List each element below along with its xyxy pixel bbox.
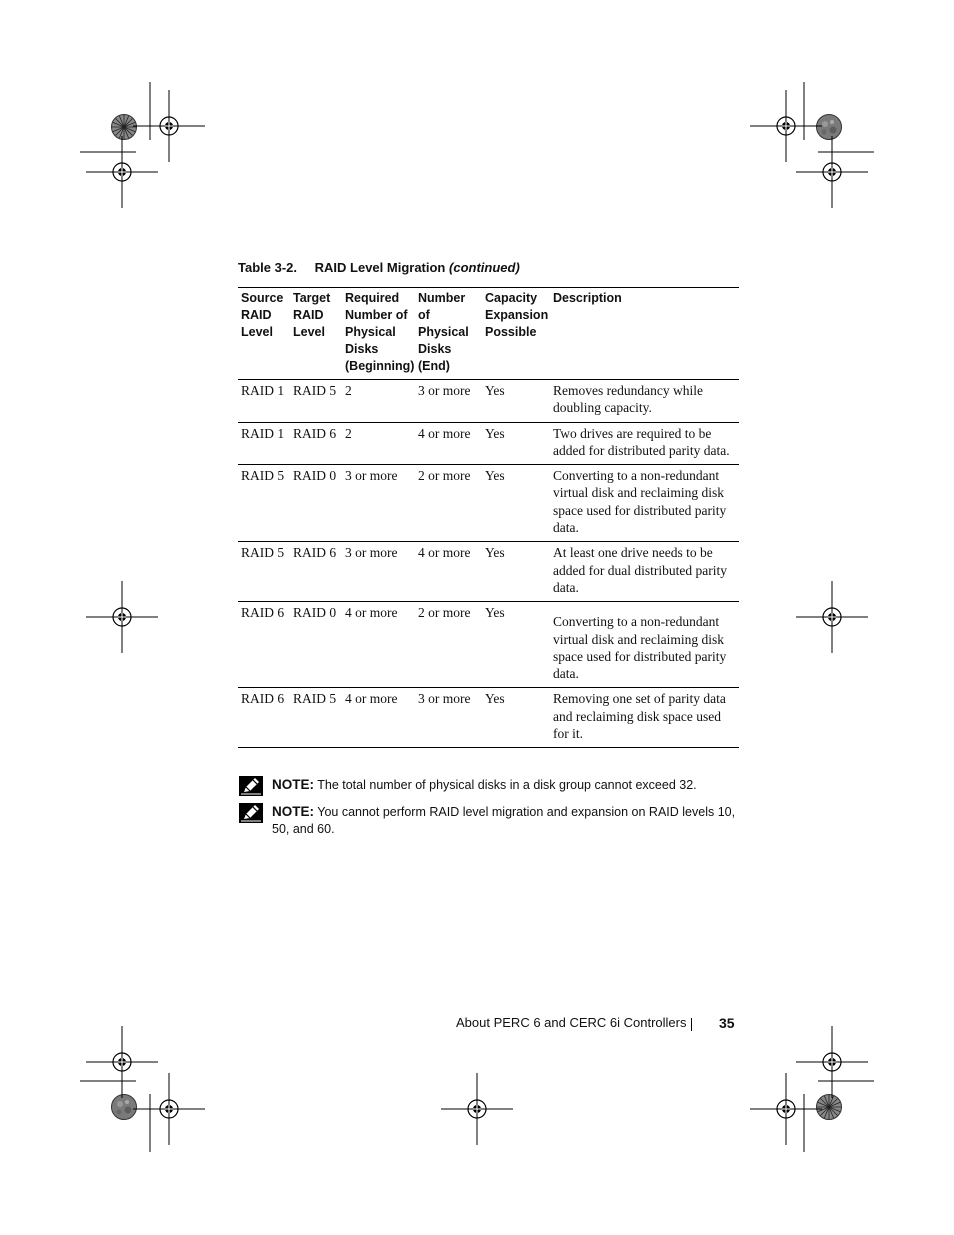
cell-disks-end: 2 or more (415, 602, 482, 688)
header-capacity-expansion: Capacity Expansion Possible (482, 288, 550, 380)
header-disks-end: Number of Physical Disks (End) (415, 288, 482, 380)
table-row (238, 422, 739, 465)
cell-description: Converting to a non-redundant virtual disk and reclaiming disk space used for distributed parity data. (550, 465, 739, 542)
table-row (238, 380, 739, 423)
table-row (238, 688, 739, 748)
note-pencil-icon (239, 803, 263, 828)
cell-required-disks: 4 or more (342, 602, 415, 688)
note-max-disks (238, 776, 738, 794)
table-number: Table 3-2. (238, 260, 298, 275)
cell-target: RAID 5 (290, 688, 342, 748)
cell-source: RAID 5 (238, 542, 290, 602)
cell-required-disks: 2 (342, 380, 415, 423)
cell-disks-end: 3 or more (415, 380, 482, 423)
table-row (238, 542, 739, 602)
cell-disks-end: 4 or more (415, 542, 482, 602)
note-pencil-icon (239, 776, 263, 801)
table-caption (238, 260, 520, 275)
cell-target: RAID 6 (290, 422, 342, 465)
footer-chapter-title: About PERC 6 and CERC 6i Controllers (456, 1015, 687, 1030)
header-required-disks-beginning: Required Number of Physical Disks (Beginning) (342, 288, 415, 380)
cell-required-disks: 3 or more (342, 465, 415, 542)
header-target-raid-level: Target RAID Level (290, 288, 342, 380)
cell-description: Converting to a non-redundant virtual disk and reclaiming disk space used for distributed parity data. (550, 602, 739, 688)
cell-source: RAID 1 (238, 422, 290, 465)
cell-source: RAID 6 (238, 602, 290, 688)
note-label: NOTE: (272, 804, 314, 819)
cell-capacity: Yes (482, 602, 550, 688)
note-text: The total number of physical disks in a disk group cannot exceed 32. (317, 778, 697, 792)
cell-description: At least one drive needs to be added for dual distributed parity data. (550, 542, 739, 602)
cell-description: Removing one set of parity data and reclaiming disk space used for it. (550, 688, 739, 748)
cell-required-disks: 3 or more (342, 542, 415, 602)
header-description: Description (550, 288, 739, 380)
note-label: NOTE: (272, 777, 314, 792)
table-header-row (238, 288, 739, 380)
raid-migration-table (238, 287, 739, 748)
cell-required-disks: 2 (342, 422, 415, 465)
cell-disks-end: 3 or more (415, 688, 482, 748)
cell-target: RAID 0 (290, 465, 342, 542)
cell-source: RAID 6 (238, 688, 290, 748)
cell-description: Removes redundancy while doubling capacity. (550, 380, 739, 423)
header-source-raid-level: Source RAID Level (238, 288, 290, 380)
table-continued: (continued) (449, 260, 520, 275)
cell-required-disks: 4 or more (342, 688, 415, 748)
cell-source: RAID 5 (238, 465, 290, 542)
footer-separator (691, 1018, 692, 1031)
cell-target: RAID 5 (290, 380, 342, 423)
cell-capacity: Yes (482, 542, 550, 602)
cell-disks-end: 4 or more (415, 422, 482, 465)
cell-target: RAID 0 (290, 602, 342, 688)
note-text: You cannot perform RAID level migration and expansion on RAID levels 10, 50, and 60. (272, 805, 736, 836)
table-row (238, 602, 739, 688)
cell-capacity: Yes (482, 465, 550, 542)
cell-source: RAID 1 (238, 380, 290, 423)
cell-capacity: Yes (482, 422, 550, 465)
table-title: RAID Level Migration (314, 260, 446, 275)
cell-capacity: Yes (482, 688, 550, 748)
cell-description: Two drives are required to be added for distributed parity data. (550, 422, 739, 465)
cell-disks-end: 2 or more (415, 465, 482, 542)
cell-capacity: Yes (482, 380, 550, 423)
cell-target: RAID 6 (290, 542, 342, 602)
page-number: 35 (719, 1015, 735, 1031)
table-row (238, 465, 739, 542)
note-migration-limits (238, 803, 738, 838)
